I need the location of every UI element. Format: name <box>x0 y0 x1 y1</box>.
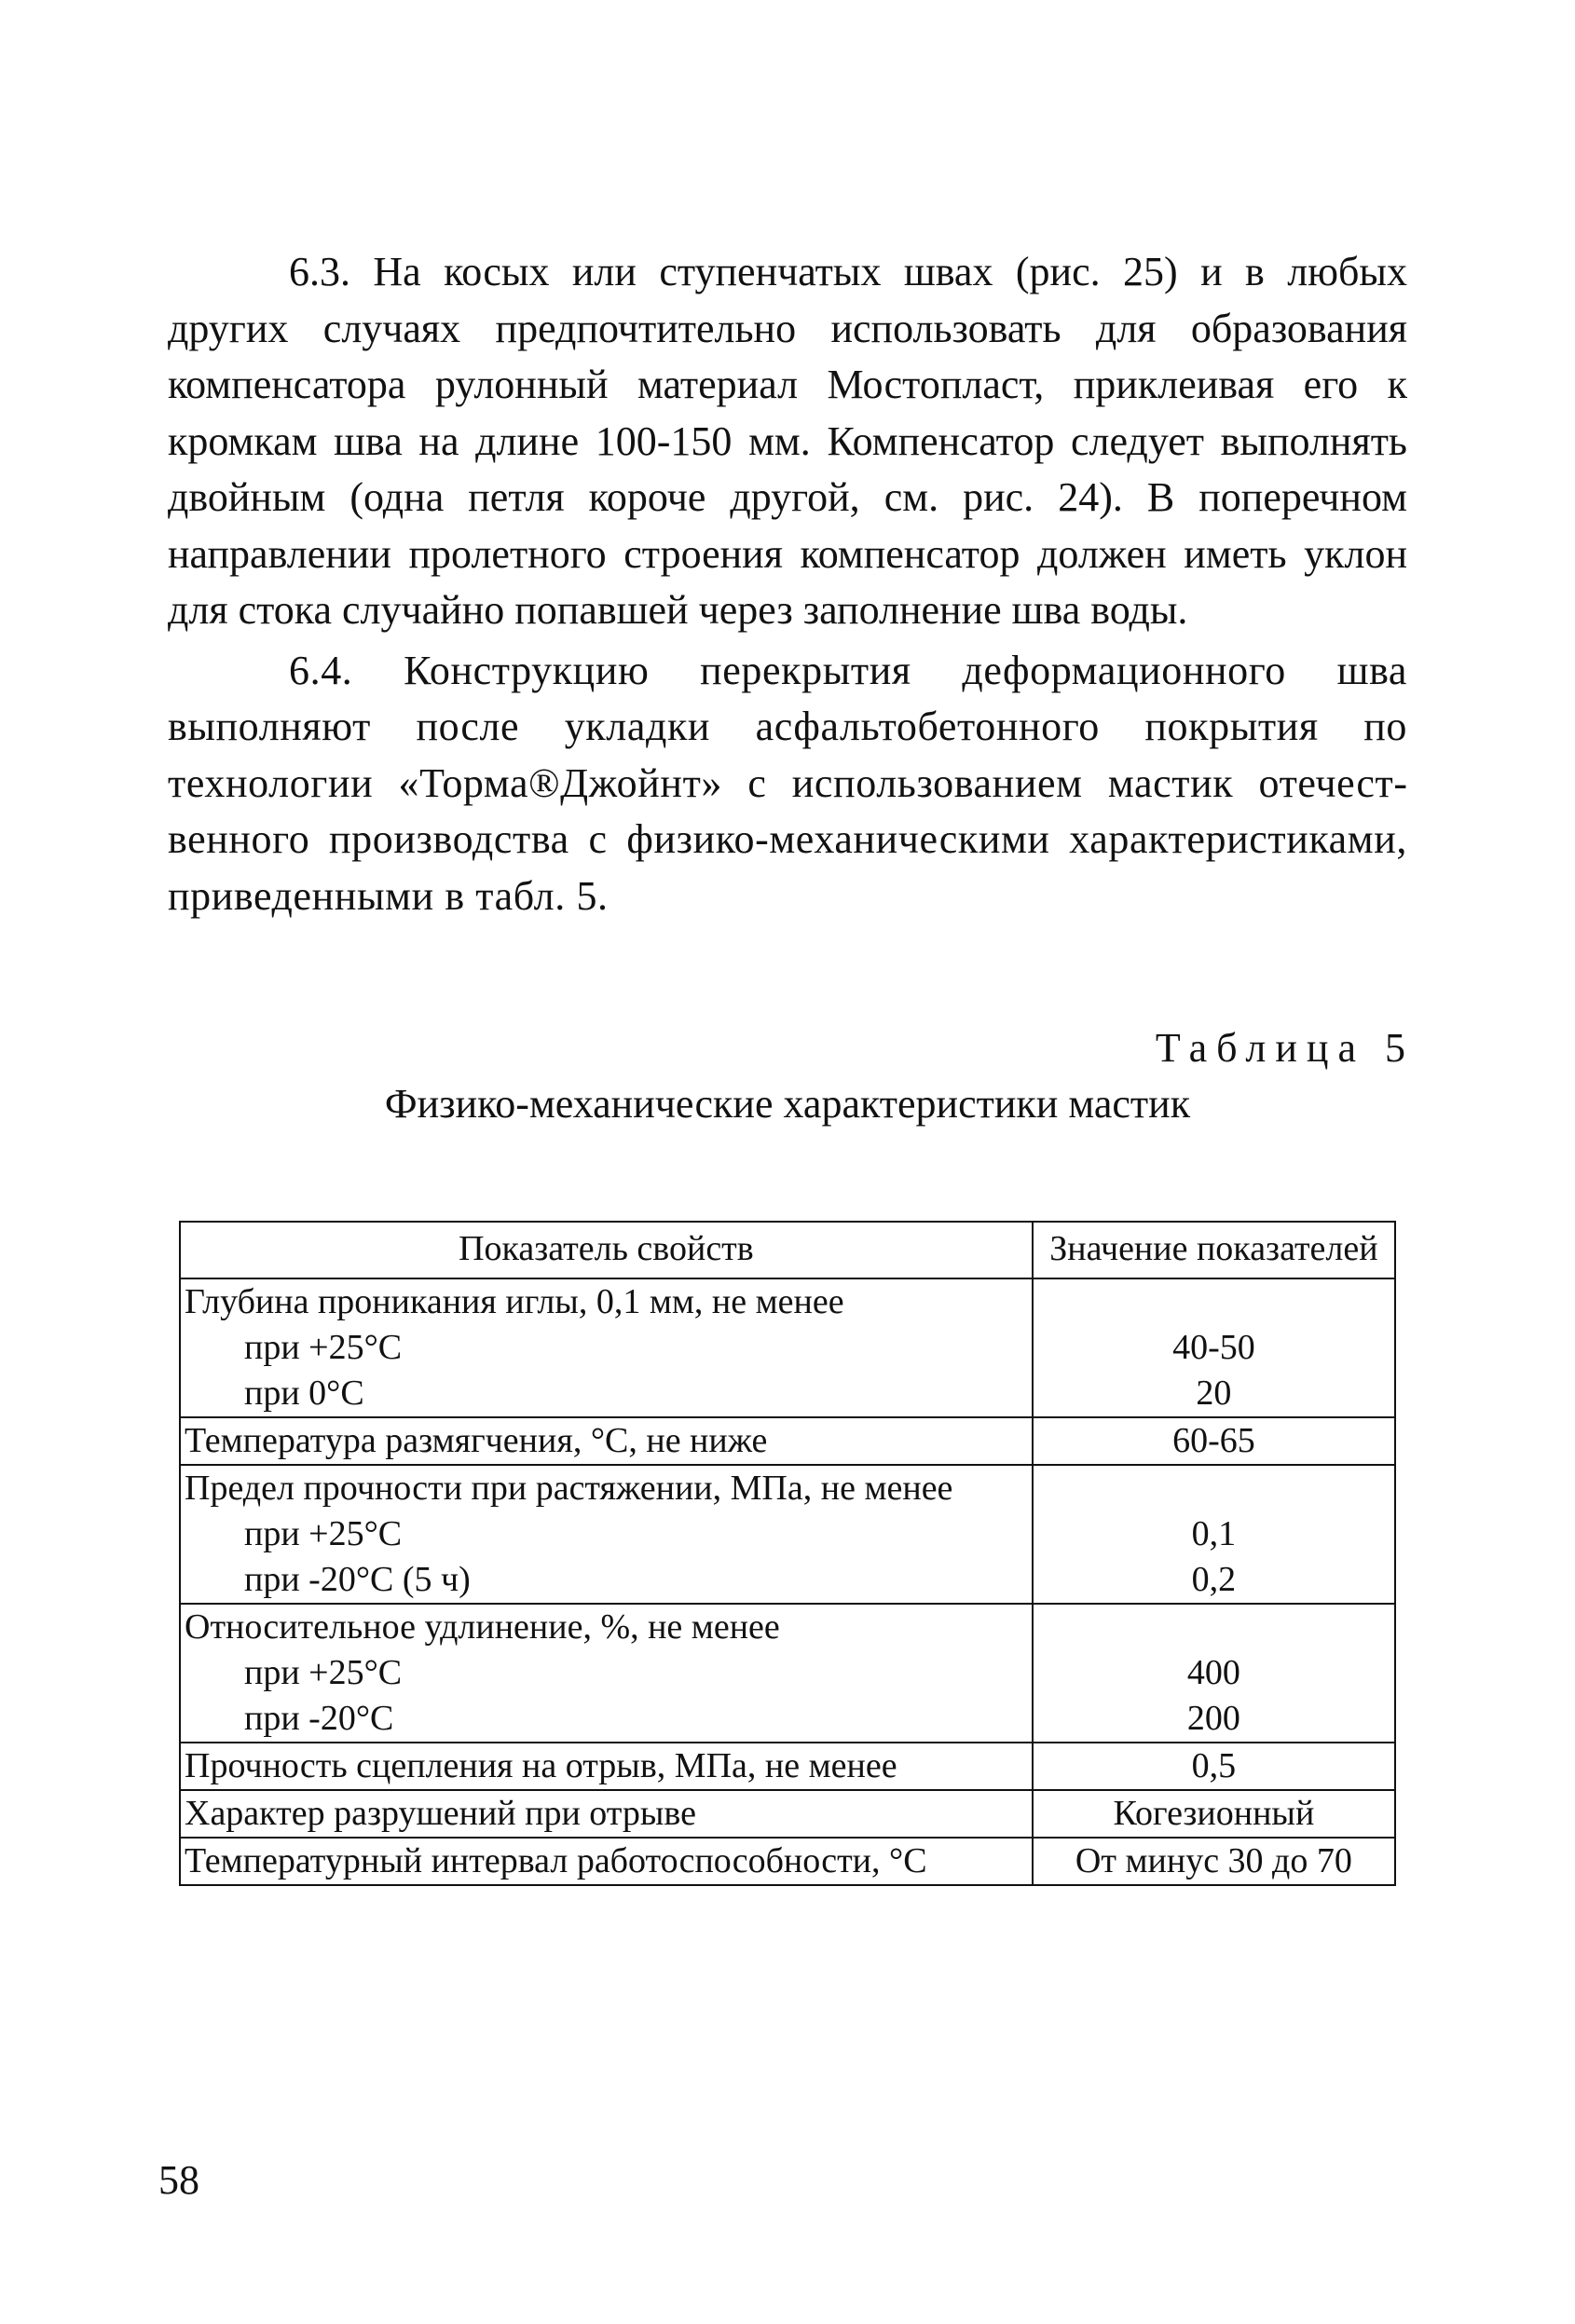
table-row <box>180 1838 1395 1885</box>
value-cell <box>1033 1838 1395 1885</box>
condition-label: при -20°С (5 ч) <box>244 1560 471 1599</box>
property-value: Когезионный <box>1113 1794 1315 1833</box>
property-value: 40-50 <box>1172 1328 1255 1367</box>
property-value: 20 <box>1196 1374 1232 1413</box>
table-row <box>180 1743 1395 1790</box>
property-value: От минус 30 до 70 <box>1075 1841 1352 1880</box>
header-value: Значение показателей <box>1033 1222 1395 1278</box>
property-name: Характер разрушений при отрыве <box>185 1794 696 1833</box>
value-cell <box>1033 1604 1395 1743</box>
property-name: Температура размягчения, °С, не ниже <box>185 1421 768 1460</box>
property-value: 400 <box>1186 1653 1240 1692</box>
table-header-row <box>180 1222 1395 1278</box>
condition-label: при +25°С <box>244 1328 403 1367</box>
property-cell <box>180 1417 1033 1465</box>
table-number: Таблица 5 <box>1155 1025 1415 1071</box>
property-cell <box>180 1790 1033 1838</box>
properties-table <box>179 1221 1396 1886</box>
table-row <box>180 1278 1395 1417</box>
table-row <box>180 1604 1395 1743</box>
property-cell <box>180 1278 1033 1417</box>
value-cell <box>1033 1743 1395 1790</box>
property-value: 200 <box>1186 1699 1240 1738</box>
value-cell <box>1033 1278 1395 1417</box>
condition-label: при +25°С <box>244 1653 403 1692</box>
body-text <box>168 244 1407 924</box>
table-row <box>180 1790 1395 1838</box>
value-cell <box>1033 1465 1395 1604</box>
property-value: 0,5 <box>1191 1746 1237 1785</box>
table-row <box>180 1417 1395 1465</box>
property-name: Предел прочности при растяжении, МПа, не менее <box>185 1469 953 1508</box>
property-name: Относительное удлинение, %, не менее <box>185 1607 780 1647</box>
property-cell <box>180 1465 1033 1604</box>
value-cell <box>1033 1790 1395 1838</box>
paragraph-6-3: 6.3. На косых или ступенчатых швах (рис. 25) и в любых других случаях предпочтительно использовать для образования компенсатора рулонный материал Мостопласт, приклеивая его к кромкам шва на длине 100-150 мм. Компенсатор следует выполнять двойным (одна петля короче другой, см. рис. 24). В поперечном направлении пролетного строения компенсатор должен иметь уклон для стока случайно попавшей через заполнение шва воды. <box>168 249 1407 633</box>
header-property: Показатель свойств <box>180 1222 1033 1278</box>
property-name: Глубина проникания иглы, 0,1 мм, не менее <box>185 1282 844 1321</box>
property-name: Прочность сцепления на отрыв, МПа, не менее <box>185 1746 897 1785</box>
condition-label: при 0°С <box>244 1374 364 1413</box>
condition-label: при -20°С <box>244 1699 394 1738</box>
property-value: 0,1 <box>1191 1514 1237 1553</box>
paragraph-6-4: 6.4. Конструкцию перекрытия деформационного шва выполняют после укладки асфальтобетонного покрытия по технологии «Торма®Джойнт» с использованием мастик отечественного производства с физико-механическими характеристиками, приведенными в табл. 5. <box>168 647 1407 919</box>
value-cell <box>1033 1417 1395 1465</box>
table-title: Физико-механические характеристики мастик <box>384 1081 1191 1127</box>
property-cell <box>180 1604 1033 1743</box>
property-value: 60-65 <box>1172 1421 1255 1460</box>
property-cell <box>180 1743 1033 1790</box>
table-row <box>180 1465 1395 1604</box>
condition-label: при +25°С <box>244 1514 403 1553</box>
property-value: 0,2 <box>1191 1560 1237 1599</box>
page-number: 58 <box>158 2157 199 2203</box>
property-name: Температурный интервал работоспособности, °С <box>185 1841 927 1880</box>
table-caption <box>168 1020 1415 1132</box>
property-cell <box>180 1838 1033 1885</box>
